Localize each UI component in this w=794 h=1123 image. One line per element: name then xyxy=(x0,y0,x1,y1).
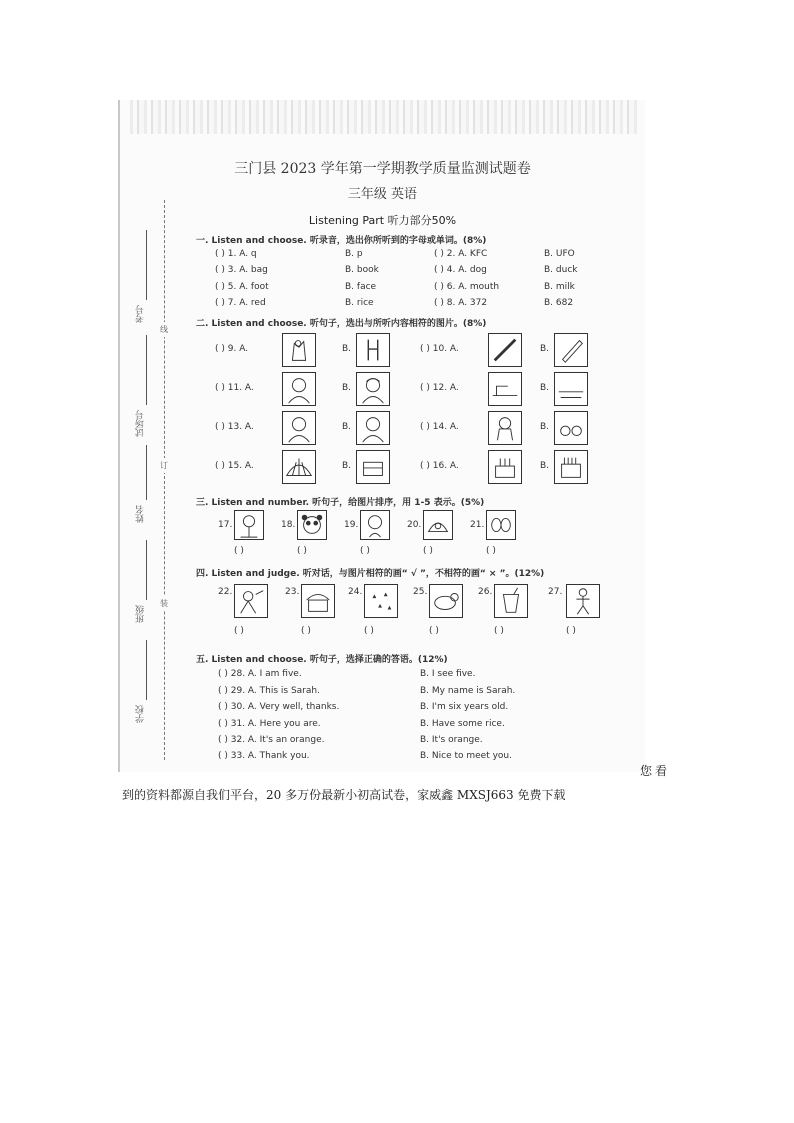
q16-b-label: B. xyxy=(540,461,550,471)
q23-bracket: ( ) xyxy=(301,626,311,636)
section-2-title: 二. Listen and choose. 听句子，选出与所听内容相符的图片。(8%) xyxy=(196,319,487,329)
q28-b: B. I see five. xyxy=(420,669,476,679)
q12-b-label: B. xyxy=(540,383,550,393)
q18-label: 18. xyxy=(281,520,296,530)
q10-label: ( ) 10. A. xyxy=(420,344,459,354)
q22-bracket: ( ) xyxy=(234,626,244,636)
q6-b: B. milk xyxy=(544,282,575,292)
section-5-title: 五. Listen and choose. 听句子，选择正确的答语。(12%) xyxy=(196,655,448,665)
q8-b: B. 682 xyxy=(544,298,574,308)
q13-b-label: B. xyxy=(342,422,352,432)
q28-a: ( ) 28. A. I am five. xyxy=(218,669,302,679)
q21-picture xyxy=(486,510,516,540)
q15-b-picture xyxy=(356,450,390,484)
q26-picture xyxy=(494,584,528,618)
binding-mark-zhuang: 装 xyxy=(160,596,168,611)
q25-picture xyxy=(429,584,463,618)
q12-b-picture xyxy=(554,372,588,406)
q31-a: ( ) 31. A. Here you are. xyxy=(218,719,321,729)
q19-picture xyxy=(360,510,390,540)
q25-bracket: ( ) xyxy=(429,626,439,636)
q17-picture xyxy=(234,510,264,540)
q12-label: ( ) 12. A. xyxy=(420,383,459,393)
q24-bracket: ( ) xyxy=(364,626,374,636)
q27-picture xyxy=(566,584,600,618)
q32-a: ( ) 32. A. It's an orange. xyxy=(218,735,325,745)
q5-b: B. face xyxy=(345,282,377,292)
q33-b: B. Nice to meet you. xyxy=(420,751,512,761)
label-class: 班级 xyxy=(136,605,146,623)
q3-b: B. book xyxy=(345,265,379,275)
q23-label: 23. xyxy=(285,587,300,597)
q10-b-label: B. xyxy=(540,344,550,354)
q30-a: ( ) 30. A. Very well, thanks. xyxy=(218,702,340,712)
shichang-underline xyxy=(146,335,147,405)
q22-picture xyxy=(234,584,268,618)
q3-a: ( ) 3. A. bag xyxy=(215,265,268,275)
q27-label: 27. xyxy=(548,587,563,597)
label-school: 学校 xyxy=(136,705,146,723)
q23-picture xyxy=(301,584,335,618)
q20-bracket: ( ) xyxy=(423,546,433,556)
binding-mark-line: 线 xyxy=(160,322,168,337)
section-1-title: 一. Listen and choose. 听录音，选出你所听到的字母或单词。(8%) xyxy=(196,236,487,246)
q1-a: ( ) 1. A. q xyxy=(215,249,257,259)
q14-a-picture xyxy=(488,411,522,445)
q26-label: 26. xyxy=(478,587,493,597)
q24-label: 24. xyxy=(348,587,363,597)
q14-b-label: B. xyxy=(540,422,550,432)
q14-label: ( ) 14. A. xyxy=(420,422,459,432)
section-4-title: 四. Listen and judge. 听对话，与图片相符的画“ √ ”，不相符的画“ × ”。(12%) xyxy=(196,569,545,579)
q17-label: 17. xyxy=(218,520,233,530)
label-name: 姓名 xyxy=(136,505,146,523)
q20-picture xyxy=(423,510,453,540)
q19-label: 19. xyxy=(344,520,359,530)
q15-label: ( ) 15. A. xyxy=(215,461,254,471)
exam-subtitle: 三年级 英语 xyxy=(347,187,418,202)
section-3-title: 三. Listen and number. 听句子，给图片排序，用 1-5 表示。(5%) xyxy=(196,498,485,508)
q12-a-picture xyxy=(488,372,522,406)
kaohao-underline xyxy=(146,230,147,300)
q8-a: ( ) 8. A. 372 xyxy=(434,298,488,308)
q22-label: 22. xyxy=(218,587,233,597)
q16-label: ( ) 16. A. xyxy=(420,461,459,471)
listening-part-heading: Listening Part 听力部分50% xyxy=(308,214,457,227)
scan-noise-strip xyxy=(130,100,640,134)
q11-b-label: B. xyxy=(342,383,352,393)
q20-label: 20. xyxy=(407,520,422,530)
q24-picture xyxy=(364,584,398,618)
q18-panda-picture xyxy=(297,510,327,540)
q13-label: ( ) 13. A. xyxy=(215,422,254,432)
q4-a: ( ) 4. A. dog xyxy=(434,265,487,275)
q33-a: ( ) 33. A. Thank you. xyxy=(218,751,310,761)
q2-b: B. UFO xyxy=(544,249,575,259)
q26-bracket: ( ) xyxy=(494,626,504,636)
q6-a: ( ) 6. A. mouth xyxy=(434,282,500,292)
q19-bracket: ( ) xyxy=(360,546,370,556)
q10-b-picture xyxy=(554,333,588,367)
q7-b: B. rice xyxy=(345,298,374,308)
exam-scan xyxy=(118,100,645,772)
q2-a: ( ) 2. A. KFC xyxy=(434,249,488,259)
footer-line-1: 您看 xyxy=(640,764,671,778)
binding-line xyxy=(164,200,165,760)
label-kaohao: 考号 xyxy=(136,305,146,323)
footer-line-2: 到的资料都源自我们平台，20 多万份最新小初高试卷，家威鑫 MXSJ663 免费下载 xyxy=(122,788,566,802)
binding-mark-ding: 订 xyxy=(160,458,168,473)
q30-b: B. I'm six years old. xyxy=(420,702,509,712)
q32-b: B. It's orange. xyxy=(420,735,483,745)
exam-title: 三门县 2023 学年第一学期教学质量监测试题卷 xyxy=(234,161,531,177)
q14-b-picture xyxy=(554,411,588,445)
q31-b: B. Have some rice. xyxy=(420,719,505,729)
q7-a: ( ) 7. A. red xyxy=(215,298,266,308)
q16-a-picture xyxy=(488,450,522,484)
q18-bracket: ( ) xyxy=(297,546,307,556)
q29-b: B. My name is Sarah. xyxy=(420,686,516,696)
q5-a: ( ) 5. A. foot xyxy=(215,282,269,292)
school-underline xyxy=(146,640,147,700)
q10-a-picture xyxy=(488,333,522,367)
class-underline xyxy=(146,540,147,600)
q15-b-label: B. xyxy=(342,461,352,471)
q9-b-picture xyxy=(356,333,390,367)
q9-b-label: B. xyxy=(342,344,352,354)
q9-a-picture xyxy=(282,333,316,367)
name-underline xyxy=(146,445,147,500)
q13-a-picture xyxy=(282,411,316,445)
q11-label: ( ) 11. A. xyxy=(215,383,254,393)
q16-b-picture xyxy=(554,450,588,484)
q29-a: ( ) 29. A. This is Sarah. xyxy=(218,686,320,696)
q25-label: 25. xyxy=(413,587,428,597)
label-shichanghao: 试场号 xyxy=(136,410,146,437)
q4-b: B. duck xyxy=(544,265,578,275)
q13-b-picture xyxy=(356,411,390,445)
q9-label: ( ) 9. A. xyxy=(215,344,249,354)
q11-b-picture xyxy=(356,372,390,406)
q17-bracket: ( ) xyxy=(234,546,244,556)
q21-label: 21. xyxy=(470,520,485,530)
q27-bracket: ( ) xyxy=(566,626,576,636)
q21-bracket: ( ) xyxy=(486,546,496,556)
q11-a-picture xyxy=(282,372,316,406)
q1-b: B. p xyxy=(345,249,363,259)
q15-a-picture xyxy=(282,450,316,484)
